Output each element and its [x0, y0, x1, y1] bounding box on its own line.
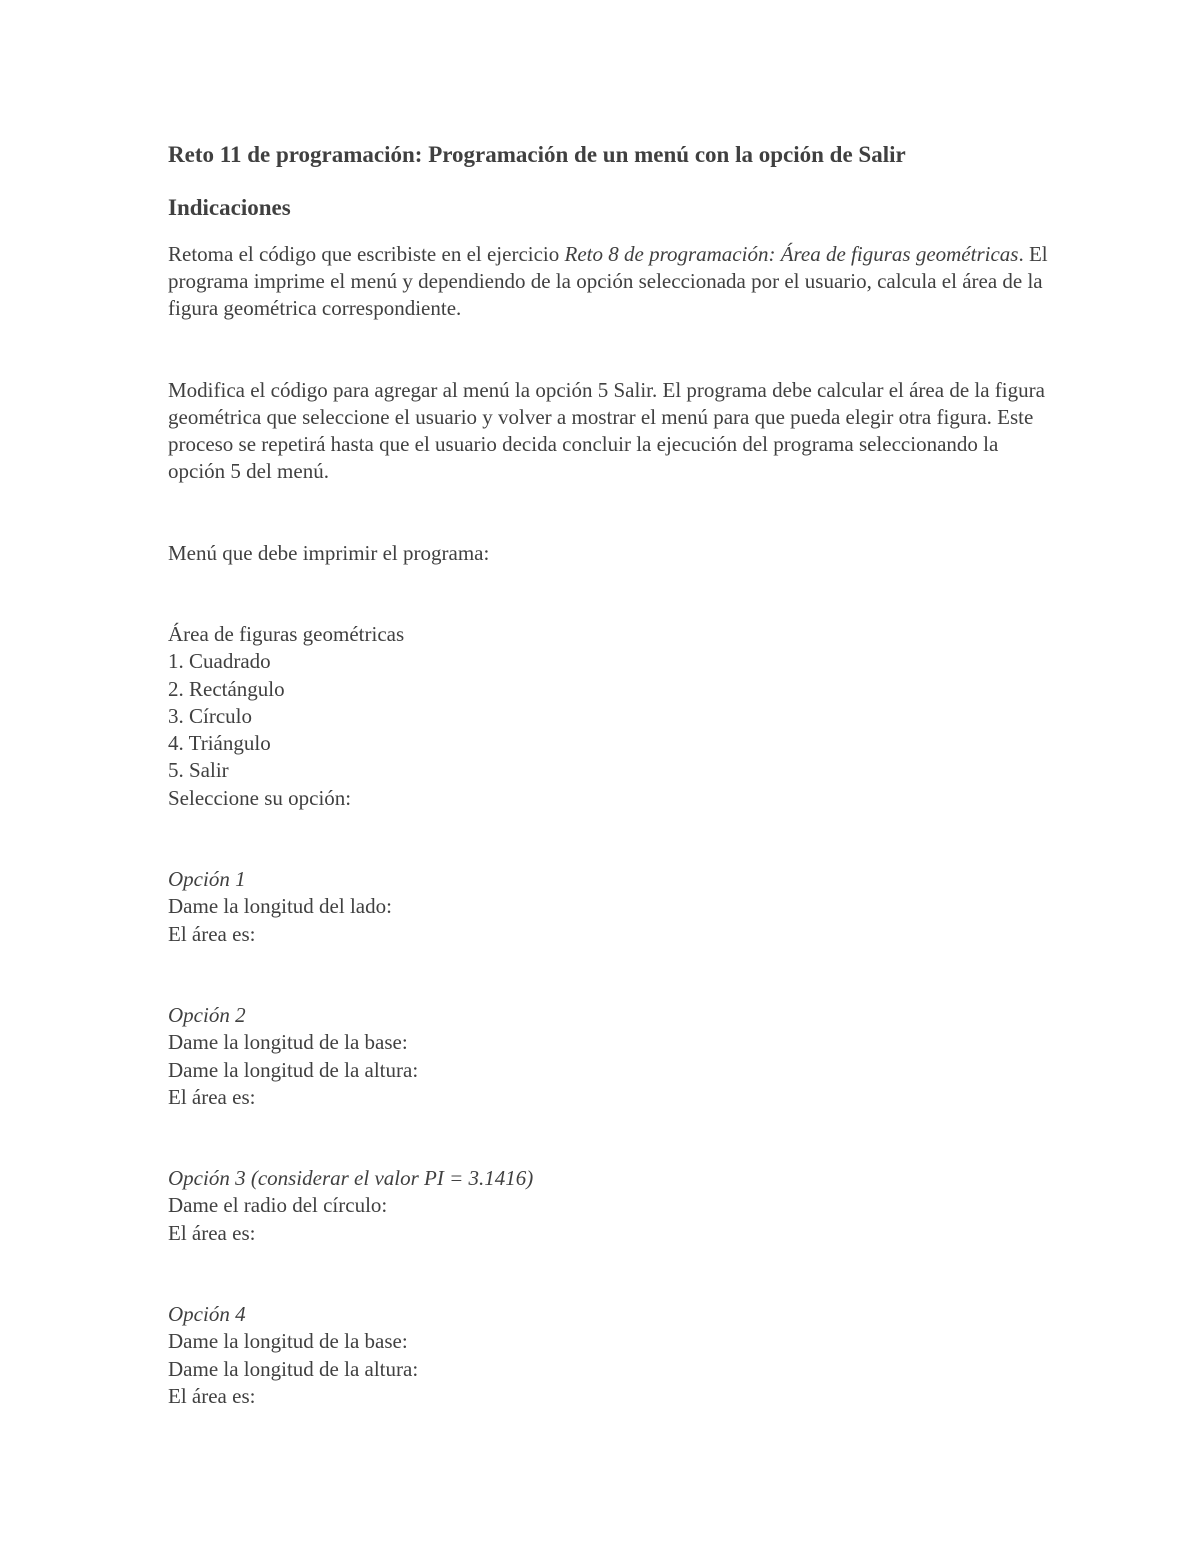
- case-option-3: [168, 1165, 1048, 1247]
- paragraph-instructions-text: Retoma el código que escribiste en el ejercicio: [168, 242, 565, 266]
- menu-heading: Área de figuras geométricas: [168, 622, 405, 646]
- case-label: Opción 2: [168, 1002, 246, 1027]
- paragraph-instructions-reference: Reto 8 de programación: Área de figuras geométricas: [564, 242, 1019, 266]
- menu-listing: [168, 621, 1048, 812]
- paragraph-menu-intro: Menú que debe imprimir el programa:: [168, 541, 490, 565]
- paragraph-instructions: [168, 241, 1048, 322]
- case-label: Opción 3 (considerar el valor PI = 3.1416): [168, 1166, 534, 1191]
- case-option-4: [168, 1301, 1048, 1410]
- menu-item: 2. Rectángulo: [168, 676, 285, 701]
- case-label: Opción 1: [168, 867, 246, 892]
- menu-item: 4. Triángulo: [168, 731, 271, 756]
- paragraph-modification: Modifica el código para agregar al menú la opción 5 Salir. El programa debe calcular el área de la figura geométrica que seleccione el usuario y volver a mostrar el menú para que pueda elegir otra figura. Este proceso se repetirá hasta que el usuario decida concluir la ejecución del programa seleccionando la opción 5 del menú.: [168, 378, 1045, 483]
- case-line: Dame la longitud de la base:: [168, 1030, 408, 1055]
- case-line: Dame la longitud de la base:: [168, 1329, 408, 1354]
- case-option-2: [168, 1002, 1048, 1111]
- menu-item: 3. Círculo: [168, 703, 252, 728]
- case-label: Opción 4: [168, 1302, 246, 1327]
- menu-item: 1. Cuadrado: [168, 649, 271, 674]
- case-line: El área es:: [168, 1220, 256, 1245]
- case-line: El área es:: [168, 1383, 256, 1408]
- menu-item: 5. Salir: [168, 758, 229, 783]
- document-title: Reto 11 de programación: Programación de un menú con la opción de Salir: [168, 142, 906, 167]
- case-line: Dame el radio del círculo:: [168, 1193, 388, 1218]
- section-heading-indicaciones: Indicaciones: [168, 195, 291, 220]
- paragraph-instructions-rest: . El programa imprime el menú y dependiendo de la opción seleccionada por el usuario, calcula el área de la figura geométrica correspondiente.: [168, 242, 1048, 320]
- case-line: Dame la longitud del lado:: [168, 894, 392, 919]
- case-option-1: [168, 866, 1048, 948]
- case-line: El área es:: [168, 1084, 256, 1109]
- case-line: El área es:: [168, 921, 256, 946]
- case-line: Dame la longitud de la altura:: [168, 1057, 419, 1082]
- menu-prompt: Seleccione su opción:: [168, 785, 352, 810]
- case-line: Dame la longitud de la altura:: [168, 1356, 419, 1381]
- document-page: [168, 140, 1048, 1410]
